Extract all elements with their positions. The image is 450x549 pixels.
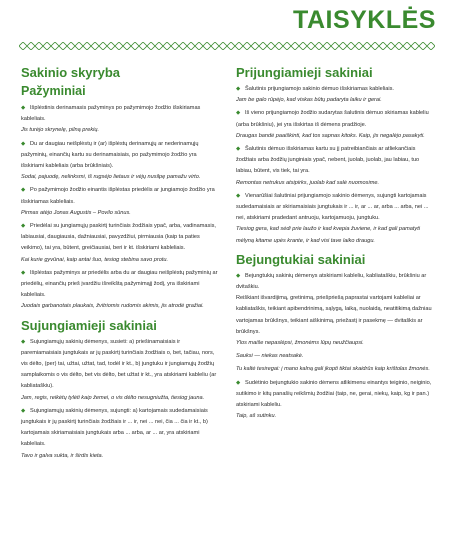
example: Tiesiog gera, kad sėdi prie laužo ir kad kvepia žuviene, ir kad gali pamatyti mėlyną kitame upės krante, ir kad visi tave laiko draugu.	[236, 226, 421, 244]
ornament-diamond	[187, 42, 195, 50]
ornament-diamond	[363, 42, 371, 50]
heading-bejungtukiai: Bejungtukiai sakiniai	[236, 251, 366, 267]
heading-sakinio-skyryba: Sakinio skyryba	[21, 65, 120, 80]
ornament-diamond	[219, 42, 227, 50]
rule: ◆ Bejungtukių sakinių dėmenys atskiriami kableliu, kabliataškiu, brūkšniu ar dvitaškiu.	[236, 272, 427, 291]
ornament-diamond	[163, 42, 171, 50]
ornament-diamond	[115, 42, 123, 50]
ornament-diamond	[27, 42, 35, 50]
ornament-diamond	[59, 42, 67, 50]
ornament-diamond	[259, 42, 267, 50]
example: Jam be galo rūpėjo, kad viskas būtų padaryta laiku ir gerai.	[236, 97, 382, 104]
example: Tavo ir galva sukta, ir širdis kieta.	[21, 452, 104, 459]
ornament-diamond	[251, 42, 259, 50]
ornament-diamond	[331, 42, 339, 50]
diamond-bullet-icon: ◆	[21, 140, 26, 147]
ornament-diamond	[179, 42, 187, 50]
example: Ylos maiše nepaslėpsi, žmonėms lūpų neužčiaupsi.	[236, 340, 364, 347]
heading-pazyminiai: Pažyminiai	[21, 84, 86, 98]
rule: ◆ Po pažymimojo žodžio einantis išplėstas priedėlis ar jungiamojo žodžio yra išskiriamas kableliais.	[21, 187, 215, 205]
ornament-diamond	[275, 42, 283, 50]
diamond-bullet-icon: ◆	[236, 379, 241, 386]
ornament-diamond	[203, 42, 211, 50]
ornament-diamond	[75, 42, 83, 50]
example: Jis turėjo skrynelę, pilną prekių.	[21, 127, 100, 134]
diamond-bullet-icon: ◆	[21, 105, 26, 111]
ornament-diamond	[155, 42, 163, 50]
ornament-diamond	[387, 42, 395, 50]
diamond-bullet-icon: ◆	[21, 338, 26, 345]
ornament-diamond	[355, 42, 363, 50]
ornament-diamond	[67, 42, 75, 50]
diamond-bullet-icon: ◆	[21, 407, 26, 414]
ornament-diamond	[323, 42, 331, 50]
diamond-bullet-icon: ◆	[236, 272, 241, 279]
rule: ◆ Išplėstinis derinamasis pažyminys po pažymimojo žodžio išskiriamas kableliais.	[21, 105, 201, 123]
rule: ◆ Sudėtinio bejungtukio sakinio dėmens atlikimenu einantys teiginio, neiginio, sutikimo ir kitų panašių reikšmių žodžiai (taip, ne, gerai, niekų, kaip, kg ir pan.) atskiriami kableliu.	[236, 379, 432, 409]
diamond-bullet-icon: ◆	[236, 86, 241, 92]
ornament-diamond	[171, 42, 179, 50]
ornament-diamond	[131, 42, 139, 50]
diamond-bullet-icon: ◆	[236, 110, 241, 117]
example: Jam, regis, reikėtų tylėti kaip žemei, o vis dėlto nesugniužta, tiesiog jauna.	[21, 394, 205, 401]
rule: ◆ Iš vieno prijungiamojo žodžio sudarytas šalutinis dėmuo skiriamas kableliu (arba brūkšniu), jei yra išskirtas iš dėmens pradžioje.	[236, 110, 429, 128]
heading-sujungiamieji: Sujungiamieji sakiniai	[21, 317, 157, 333]
example: Sauksi — niekas neatsakė.	[236, 353, 304, 360]
rule: ◆ Sujungiamųjų sakinių dėmenys, sujungti: a) kartojamais sudedamaisiais jungtukais ir jų paskirtį turinčiais žodžiais ir ... ir, nei ... nei, čia ... čia ir kt., b) kartojamais skiriamaisiais jungtukais arba ... arba, ar ... ar, yra atskiriami kableliais.	[21, 407, 208, 448]
rule: ◆ Du ar daugiau neišplėstų ir (ar) išplėstų derinamųjų ar nederinamųjų pažyminių, einančių kartu su derinamaisiais, po pažymimojo žodžio yra išskiriami kableliais (arba brūkšniais).	[21, 140, 199, 170]
example: Remontas netrukus atsipirks, juolab kad salė nuomosime.	[236, 179, 380, 186]
diamond-bullet-icon: ◆	[236, 192, 241, 199]
heading-prijungiamieji: Prijungiamieji sakiniai	[236, 65, 373, 80]
ornament-diamond	[315, 42, 323, 50]
ornament-diamond	[419, 42, 427, 50]
rule: ◆ Vienarūšiai šalutiniai prijungiamojo sakinio dėmenys, sujungti kartojamais sudedamaisiais ar skiriamaisiais jungtukais ir ... ir, ar ... ar, arba ... arba, nei ... nei, atskiriami pradedant antruoju, kartojamuoju, jungtuku.	[236, 192, 429, 222]
ornament-diamond	[107, 42, 115, 50]
example: Pirmas atėjo Jonas Augustis – Povilo sūnus.	[21, 209, 131, 216]
ornament-diamond	[83, 42, 91, 50]
ornament-diamond	[283, 42, 291, 50]
ornament-diamond	[291, 42, 299, 50]
ornament-diamond	[307, 42, 315, 50]
diamond-bullet-icon: ◆	[21, 187, 26, 194]
ornament-diamond	[195, 42, 203, 50]
example: Draugas bandė paaiškinti, kad tos sapnas kitoks. Kaip, jis negalėjo pasakyti.	[236, 132, 425, 139]
ornament-diamond	[91, 42, 99, 50]
right-column	[236, 60, 433, 424]
ornament-diamond	[51, 42, 59, 50]
example: Tu kaltė tesiregai: į mano kalną gali įkopti tiktai skaidrūs kaip krištolas žmonės.	[236, 366, 430, 373]
ornament-diamond	[99, 42, 107, 50]
ornament-diamond	[299, 42, 307, 50]
ornament-diamond	[403, 42, 411, 50]
ornament-diamond	[35, 42, 43, 50]
ornament-diamond	[347, 42, 355, 50]
page-title: TAISYKLĖS	[293, 6, 436, 34]
diamond-bullet-icon: ◆	[236, 146, 241, 153]
ornament-diamond	[147, 42, 155, 50]
ornament-diamond	[235, 42, 243, 50]
ornament-diamond	[379, 42, 387, 50]
ornament-diamond	[19, 42, 27, 50]
ornament-diamond	[267, 42, 275, 50]
left-column	[21, 60, 221, 464]
ornament-diamond	[427, 42, 435, 50]
ornament-diamond	[395, 42, 403, 50]
ornament-diamond	[123, 42, 131, 50]
ornament-diamond	[211, 42, 219, 50]
diamond-bullet-icon: ◆	[21, 223, 26, 230]
rule: ◆ Išplėstas pažyminys ar priedėlis arba du ar daugiau neišplėstų pažyminių ar priedėlių, einančių prieš įvardžiu išreikštą pažymimąjį žodį, yra išskiriami kableliais.	[21, 269, 218, 299]
rule: ◆ Sujungiamųjų sakinių dėmenys, susieti: a) priešinamaisiais ir paremiamaisiais jungtukais ar jų paskirtį turinčiais žodžiais o, bet, tačiau, nors, vis dėlto, (per) tai, užtai, užtat, tad, todėl ir kt., b) jungtuku ir jungiamųjų žodžių samplaikomis o vis dėlto, bet vis dėlto, bet užtat ir kt., yra atskiriami kableliu (ar kabliataškiu).	[21, 338, 217, 390]
diamond-bullet-icon: ◆	[21, 269, 26, 276]
ornament-diamond	[339, 42, 347, 50]
ornament-diamond	[43, 42, 51, 50]
paragraph: Reiškiant išvardijimą, gretinimą, priešpriešą paprastai vartojami kableliai ar kabliataškis, teikiant apibendrinimą, sąlygą, laiką, nuolaidą, neatitikimą dažniau vartojamas brūkšnys, teikiant aiškinimą, priežastį ir pasekmę — dvitaškis ar brūkšnys.	[236, 295, 432, 335]
example: Sodai, pajuodę, nelinksmi, iš rugsėjo lietaus ir vėjų nusilpę pamažu virto.	[21, 174, 201, 181]
ornament-diamond	[243, 42, 251, 50]
example: Taip, aš sutinku.	[236, 413, 277, 420]
ornament-diamond	[411, 42, 419, 50]
ornament-diamond	[139, 42, 147, 50]
example: Kai kurie gyvūnai, kaip antai šuo, tesiog stebina savo protu.	[21, 256, 169, 263]
rule: ◆ Šalutinis prijungiamojo sakinio dėmuo išskiriamas kableliais.	[236, 84, 433, 95]
ornament-diamond	[371, 42, 379, 50]
ornament-diamond	[227, 42, 235, 50]
rule: ◆ Priedėlai su jungiamųjų paskirtį turinčiais žodžiais ypač, arba, vadinamasis, labiausiai, daugiausia, dažniausiai, pavyzdžiui, pirmiausia (kaip ta paties veikimo), tai yra, būtent, greičiausiai, beri ir kt. išskiriami kableliais.	[21, 223, 216, 252]
rule: ◆ Šalutinis dėmuo išskiriamas kartu su jį patreibiančiais ar atliekančiais žodžiais arba žodžių junginiais ypač, nebent, juolab, juolab, jau labiau, tuo labiau, būtent, vis tiek, tai yra.	[236, 146, 420, 175]
decorative-divider	[19, 42, 435, 50]
example: Juodais garbanotais plaukais, žvitriomis rudomis akimis, jis atrodė gražiai.	[21, 303, 204, 310]
